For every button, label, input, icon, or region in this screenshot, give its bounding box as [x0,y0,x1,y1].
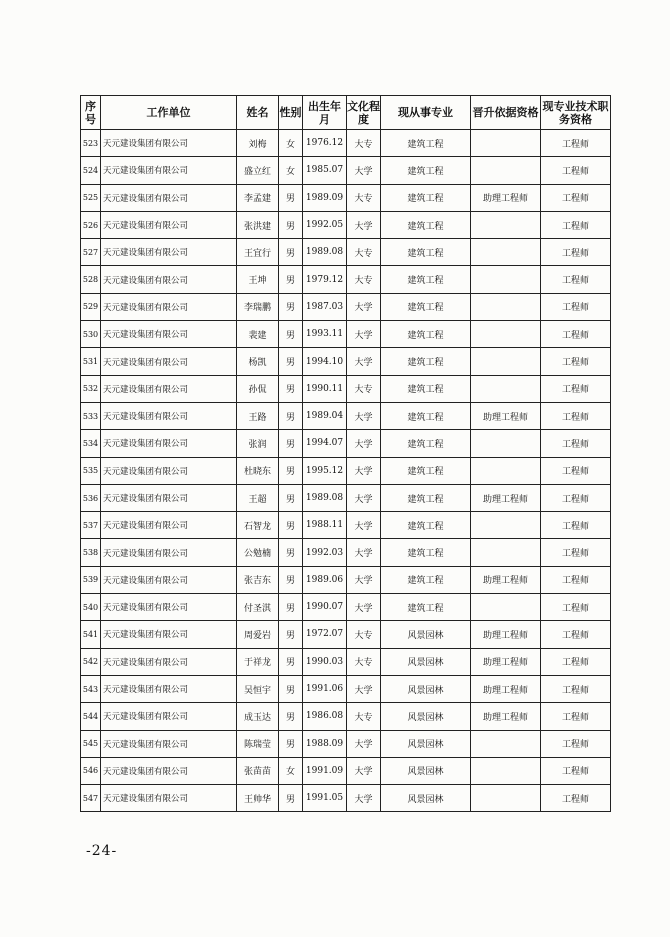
basis-cell [471,293,541,320]
title-cell: 工程师 [541,566,611,593]
name-cell: 石智龙 [237,512,279,539]
gender-cell: 男 [279,266,303,293]
table-row [81,266,611,293]
name-cell: 刘梅 [237,130,279,157]
birth-cell: 1991.06 [303,675,347,702]
unit-cell: 天元建设集团有限公司 [101,566,237,593]
basis-cell: 助理工程师 [471,648,541,675]
title-cell: 工程师 [541,348,611,375]
gender-cell: 男 [279,457,303,484]
birth-cell: 1990.03 [303,648,347,675]
table-row [81,675,611,702]
header-unit: 工作单位 [101,96,237,130]
title-cell: 工程师 [541,239,611,266]
birth-cell: 1988.09 [303,730,347,757]
name-cell: 王超 [237,484,279,511]
birth-cell: 1972.07 [303,621,347,648]
education-cell: 大学 [347,211,381,238]
major-cell: 建筑工程 [381,539,471,566]
title-cell: 工程师 [541,266,611,293]
education-cell: 大专 [347,130,381,157]
basis-cell [471,730,541,757]
seq-cell: 540 [81,594,101,621]
name-cell: 孙侃 [237,375,279,402]
unit-cell: 天元建设集团有限公司 [101,266,237,293]
title-cell: 工程师 [541,457,611,484]
name-cell: 王路 [237,402,279,429]
title-cell: 工程师 [541,430,611,457]
basis-cell [471,594,541,621]
basis-cell: 助理工程师 [471,566,541,593]
title-cell: 工程师 [541,621,611,648]
gender-cell: 男 [279,539,303,566]
title-cell: 工程师 [541,757,611,784]
birth-cell: 1990.11 [303,375,347,402]
title-cell: 工程师 [541,375,611,402]
title-cell: 工程师 [541,539,611,566]
name-cell: 王宜行 [237,239,279,266]
name-cell: 杜晓东 [237,457,279,484]
title-cell: 工程师 [541,675,611,702]
unit-cell: 天元建设集团有限公司 [101,457,237,484]
gender-cell: 男 [279,321,303,348]
unit-cell: 天元建设集团有限公司 [101,621,237,648]
unit-cell: 天元建设集团有限公司 [101,157,237,184]
unit-cell: 天元建设集团有限公司 [101,785,237,812]
gender-cell: 男 [279,675,303,702]
basis-cell [471,430,541,457]
unit-cell: 天元建设集团有限公司 [101,648,237,675]
table-row [81,293,611,320]
name-cell: 盛立红 [237,157,279,184]
major-cell: 风景园林 [381,757,471,784]
major-cell: 建筑工程 [381,321,471,348]
seq-cell: 536 [81,484,101,511]
title-cell: 工程师 [541,402,611,429]
name-cell: 周爱岩 [237,621,279,648]
education-cell: 大学 [347,293,381,320]
basis-cell [471,239,541,266]
name-cell: 张吉东 [237,566,279,593]
unit-cell: 天元建设集团有限公司 [101,130,237,157]
page-number: -24- [86,843,118,859]
birth-cell: 1989.09 [303,184,347,211]
birth-cell: 1988.11 [303,512,347,539]
major-cell: 风景园林 [381,703,471,730]
birth-cell: 1976.12 [303,130,347,157]
major-cell: 建筑工程 [381,266,471,293]
education-cell: 大学 [347,430,381,457]
table-body [81,130,611,812]
basis-cell: 助理工程师 [471,184,541,211]
title-cell: 工程师 [541,730,611,757]
education-cell: 大学 [347,757,381,784]
education-cell: 大专 [347,621,381,648]
major-cell: 建筑工程 [381,184,471,211]
seq-cell: 530 [81,321,101,348]
unit-cell: 天元建设集团有限公司 [101,321,237,348]
major-cell: 建筑工程 [381,457,471,484]
major-cell: 风景园林 [381,621,471,648]
basis-cell [471,375,541,402]
education-cell: 大专 [347,703,381,730]
table-row [81,484,611,511]
basis-cell [471,757,541,784]
seq-cell: 545 [81,730,101,757]
name-cell: 张苗苗 [237,757,279,784]
unit-cell: 天元建设集团有限公司 [101,375,237,402]
major-cell: 建筑工程 [381,484,471,511]
major-cell: 建筑工程 [381,430,471,457]
education-cell: 大专 [347,239,381,266]
seq-cell: 539 [81,566,101,593]
seq-cell: 531 [81,348,101,375]
table-row [81,730,611,757]
major-cell: 建筑工程 [381,566,471,593]
major-cell: 建筑工程 [381,130,471,157]
name-cell: 陈瑞莹 [237,730,279,757]
major-cell: 建筑工程 [381,211,471,238]
unit-cell: 天元建设集团有限公司 [101,211,237,238]
name-cell: 李瑞鹏 [237,293,279,320]
header-major: 现从事专业 [381,96,471,130]
birth-cell: 1979.12 [303,266,347,293]
unit-cell: 天元建设集团有限公司 [101,675,237,702]
seq-cell: 534 [81,430,101,457]
name-cell: 成玉达 [237,703,279,730]
unit-cell: 天元建设集团有限公司 [101,348,237,375]
title-cell: 工程师 [541,130,611,157]
unit-cell: 天元建设集团有限公司 [101,594,237,621]
title-cell: 工程师 [541,484,611,511]
education-cell: 大专 [347,266,381,293]
education-cell: 大专 [347,184,381,211]
major-cell: 风景园林 [381,675,471,702]
gender-cell: 男 [279,594,303,621]
basis-cell: 助理工程师 [471,402,541,429]
birth-cell: 1990.07 [303,594,347,621]
header-name: 姓名 [237,96,279,130]
name-cell: 张润 [237,430,279,457]
table-row [81,757,611,784]
basis-cell [471,785,541,812]
gender-cell: 男 [279,730,303,757]
gender-cell: 男 [279,621,303,648]
name-cell: 李孟建 [237,184,279,211]
name-cell: 公勉楠 [237,539,279,566]
unit-cell: 天元建设集团有限公司 [101,730,237,757]
table-row [81,157,611,184]
header-gender: 性别 [279,96,303,130]
table-row [81,785,611,812]
table-row [81,539,611,566]
title-cell: 工程师 [541,321,611,348]
basis-cell [471,321,541,348]
education-cell: 大学 [347,321,381,348]
table-row [81,648,611,675]
birth-cell: 1989.08 [303,239,347,266]
major-cell: 风景园林 [381,648,471,675]
name-cell: 于祥龙 [237,648,279,675]
header-birth: 出生年月 [303,96,347,130]
seq-cell: 538 [81,539,101,566]
table-row [81,457,611,484]
basis-cell [471,130,541,157]
title-cell: 工程师 [541,594,611,621]
birth-cell: 1991.05 [303,785,347,812]
seq-cell: 525 [81,184,101,211]
header-title: 现专业技术职务资格 [541,96,611,130]
title-cell: 工程师 [541,785,611,812]
gender-cell: 男 [279,703,303,730]
seq-cell: 524 [81,157,101,184]
seq-cell: 546 [81,757,101,784]
birth-cell: 1991.09 [303,757,347,784]
seq-cell: 523 [81,130,101,157]
gender-cell: 男 [279,648,303,675]
gender-cell: 男 [279,512,303,539]
birth-cell: 1989.08 [303,484,347,511]
table-row [81,703,611,730]
education-cell: 大学 [347,457,381,484]
seq-cell: 526 [81,211,101,238]
unit-cell: 天元建设集团有限公司 [101,184,237,211]
birth-cell: 1994.10 [303,348,347,375]
major-cell: 建筑工程 [381,293,471,320]
unit-cell: 天元建设集团有限公司 [101,539,237,566]
education-cell: 大学 [347,512,381,539]
table-row [81,321,611,348]
header-basis: 晋升依据资格 [471,96,541,130]
education-cell: 大学 [347,566,381,593]
major-cell: 建筑工程 [381,375,471,402]
header-education: 文化程度 [347,96,381,130]
title-cell: 工程师 [541,512,611,539]
table-row [81,402,611,429]
name-cell: 张洪建 [237,211,279,238]
gender-cell: 男 [279,484,303,511]
birth-cell: 1989.04 [303,402,347,429]
table-row [81,211,611,238]
seq-cell: 542 [81,648,101,675]
major-cell: 建筑工程 [381,402,471,429]
name-cell: 杨凯 [237,348,279,375]
basis-cell [471,539,541,566]
title-cell: 工程师 [541,703,611,730]
basis-cell [471,157,541,184]
gender-cell: 男 [279,566,303,593]
education-cell: 大学 [347,675,381,702]
gender-cell: 女 [279,157,303,184]
name-cell: 王坤 [237,266,279,293]
unit-cell: 天元建设集团有限公司 [101,430,237,457]
gender-cell: 女 [279,130,303,157]
education-cell: 大专 [347,648,381,675]
seq-cell: 544 [81,703,101,730]
name-cell: 吴恒宇 [237,675,279,702]
basis-cell: 助理工程师 [471,621,541,648]
major-cell: 建筑工程 [381,594,471,621]
seq-cell: 537 [81,512,101,539]
birth-cell: 1986.08 [303,703,347,730]
title-cell: 工程师 [541,211,611,238]
education-cell: 大学 [347,348,381,375]
major-cell: 建筑工程 [381,239,471,266]
title-cell: 工程师 [541,293,611,320]
table-row [81,130,611,157]
birth-cell: 1985.07 [303,157,347,184]
title-cell: 工程师 [541,184,611,211]
major-cell: 风景园林 [381,730,471,757]
seq-cell: 532 [81,375,101,402]
gender-cell: 男 [279,785,303,812]
seq-cell: 527 [81,239,101,266]
major-cell: 风景园林 [381,785,471,812]
basis-cell [471,266,541,293]
basis-cell [471,348,541,375]
seq-cell: 529 [81,293,101,320]
major-cell: 建筑工程 [381,157,471,184]
basis-cell [471,211,541,238]
gender-cell: 男 [279,375,303,402]
table-row [81,594,611,621]
unit-cell: 天元建设集团有限公司 [101,512,237,539]
education-cell: 大学 [347,157,381,184]
unit-cell: 天元建设集团有限公司 [101,402,237,429]
table-row [81,621,611,648]
unit-cell: 天元建设集团有限公司 [101,239,237,266]
gender-cell: 女 [279,757,303,784]
major-cell: 建筑工程 [381,512,471,539]
education-cell: 大学 [347,785,381,812]
header-seq: 序号 [81,96,101,130]
title-cell: 工程师 [541,157,611,184]
birth-cell: 1993.11 [303,321,347,348]
education-cell: 大学 [347,402,381,429]
table-row [81,348,611,375]
unit-cell: 天元建设集团有限公司 [101,757,237,784]
seq-cell: 547 [81,785,101,812]
education-cell: 大学 [347,539,381,566]
name-cell: 王帅华 [237,785,279,812]
education-cell: 大专 [347,375,381,402]
education-cell: 大学 [347,484,381,511]
name-cell: 裴建 [237,321,279,348]
gender-cell: 男 [279,184,303,211]
table-row [81,375,611,402]
gender-cell: 男 [279,402,303,429]
gender-cell: 男 [279,293,303,320]
table-row [81,239,611,266]
title-cell: 工程师 [541,648,611,675]
table-row [81,430,611,457]
birth-cell: 1992.03 [303,539,347,566]
birth-cell: 1987.03 [303,293,347,320]
table-header-row [81,96,611,130]
basis-cell: 助理工程师 [471,484,541,511]
table-row [81,512,611,539]
education-cell: 大学 [347,594,381,621]
seq-cell: 543 [81,675,101,702]
unit-cell: 天元建设集团有限公司 [101,703,237,730]
gender-cell: 男 [279,348,303,375]
major-cell: 建筑工程 [381,348,471,375]
birth-cell: 1994.07 [303,430,347,457]
seq-cell: 528 [81,266,101,293]
basis-cell [471,457,541,484]
birth-cell: 1992.05 [303,211,347,238]
seq-cell: 533 [81,402,101,429]
gender-cell: 男 [279,211,303,238]
unit-cell: 天元建设集团有限公司 [101,484,237,511]
name-cell: 付圣淇 [237,594,279,621]
gender-cell: 男 [279,430,303,457]
unit-cell: 天元建设集团有限公司 [101,293,237,320]
table-row [81,566,611,593]
basis-cell: 助理工程师 [471,703,541,730]
personnel-table [80,95,611,812]
seq-cell: 535 [81,457,101,484]
basis-cell [471,512,541,539]
birth-cell: 1989.06 [303,566,347,593]
education-cell: 大学 [347,730,381,757]
seq-cell: 541 [81,621,101,648]
birth-cell: 1995.12 [303,457,347,484]
gender-cell: 男 [279,239,303,266]
basis-cell: 助理工程师 [471,675,541,702]
table-row [81,184,611,211]
